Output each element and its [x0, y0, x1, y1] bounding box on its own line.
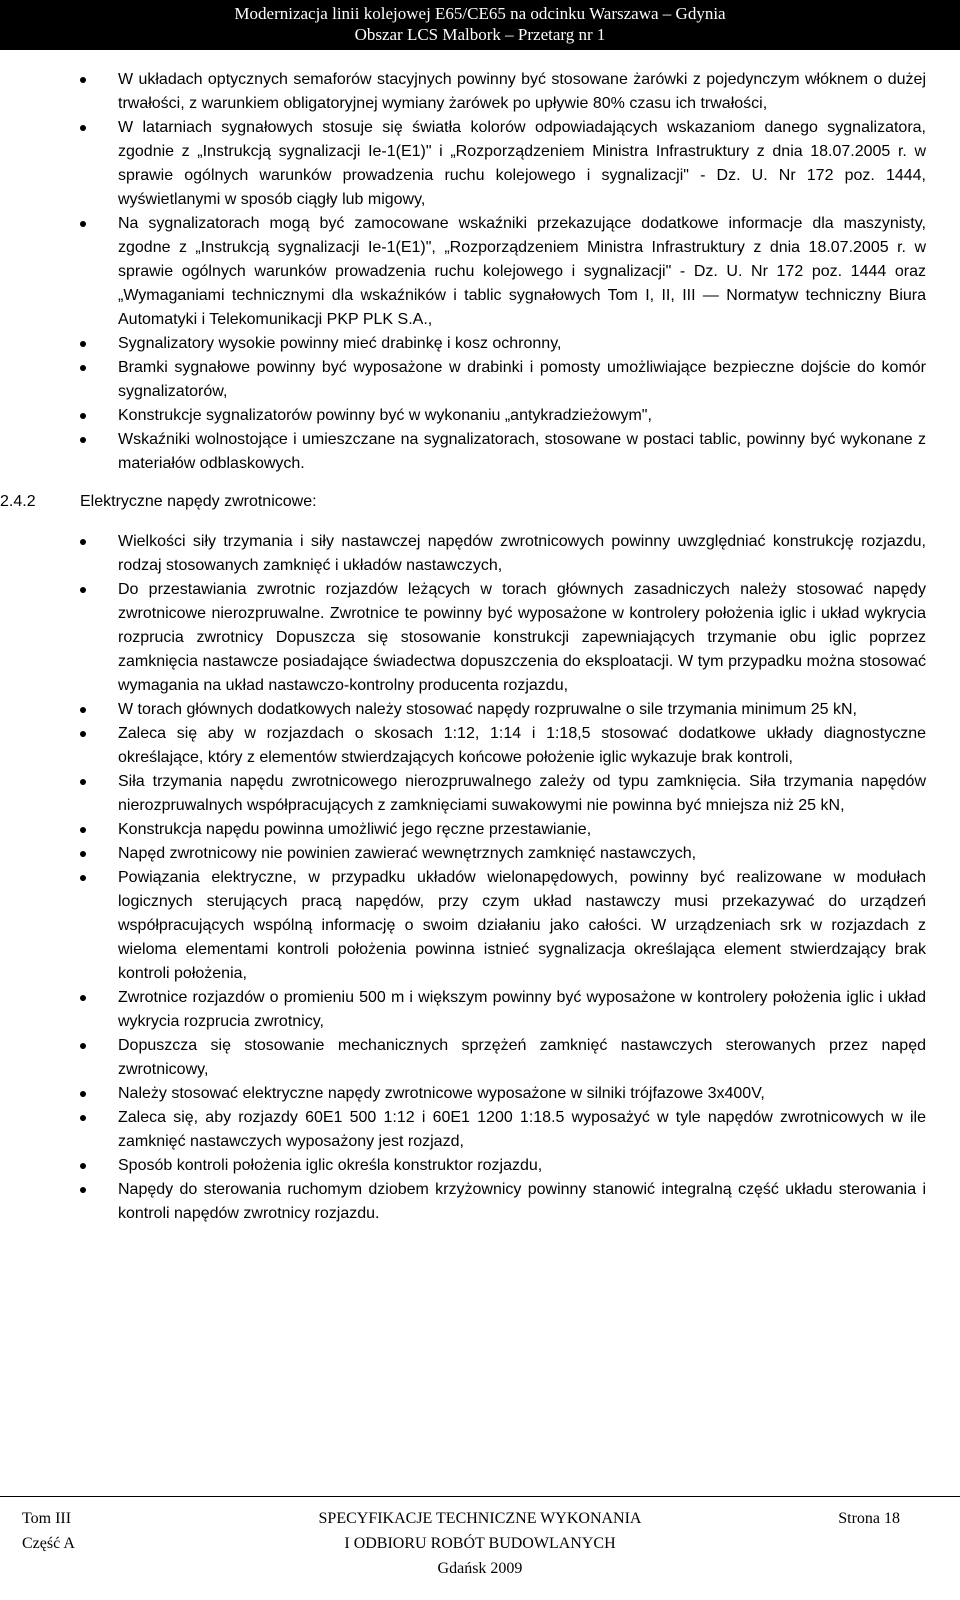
- section-title: Elektryczne napędy zwrotnicowe:: [80, 493, 317, 510]
- bullet-icon: [80, 1187, 86, 1193]
- list-item: Należy stosować elektryczne napędy zwrotnicowe wyposażone w silniki trójfazowe 3x400V,: [80, 1082, 926, 1106]
- footer-center: [0, 1506, 960, 1581]
- bullet-icon: [80, 1043, 86, 1049]
- bullet-list-switch-drives: [80, 530, 926, 1226]
- list-item: W torach głównych dodatkowych należy stosować napędy rozpruwalne o sile trzymania minimum 25 kN,: [80, 698, 926, 722]
- list-item: Sposób kontroli położenia iglic określa konstruktor rozjazdu,: [80, 1154, 926, 1178]
- bullet-icon: [80, 125, 86, 131]
- header-line-1: Modernizacja linii kolejowej E65/CE65 na odcinku Warszawa – Gdynia: [234, 4, 726, 23]
- list-item: Konstrukcja napędu powinna umożliwić jego ręczne przestawianie,: [80, 818, 926, 842]
- list-item: Do przestawiania zwrotnic rozjazdów leżących w torach głównych zasadniczych należy stosować napędy zwrotnicowe nierozpruwalne. Zwrotnice te powinny być wyposażone w kontrolery położenia iglic i układ wykrycia rozprucia zwrotnicy Dopuszcza się stosowanie konstrukcji zapewniających trzymanie obu iglic poprzez zamknięcia nastawcze posiadające świadectwa dopuszczenia do eksploatacji. W tym przypadku można stosować wymagania na układ nastawczo-kontrolny producenta rozjazdu,: [80, 578, 926, 698]
- list-item: Zaleca się aby w rozjazdach o skosach 1:12, 1:14 i 1:18,5 stosować dodatkowe układy diagnostyczne określające, który z elementów stwierdzających końcowe położenie iglic wykazuje brak kontroli,: [80, 722, 926, 770]
- footer-place-year: Gdańsk 2009: [437, 1560, 523, 1577]
- list-item: Sygnalizatory wysokie powinny mieć drabinkę i kosz ochronny,: [80, 332, 926, 356]
- section-number: 2.4.2: [0, 493, 36, 510]
- page-footer: [0, 1496, 960, 1600]
- bullet-icon: [80, 587, 86, 593]
- bullet-icon: [80, 77, 86, 83]
- footer-right: [838, 1506, 900, 1531]
- footer-part: Część A: [22, 1535, 75, 1552]
- section-heading: [0, 490, 926, 514]
- list-item: W układach optycznych semaforów stacyjnych powinny być stosowane żarówki z pojedynczym włóknem o dużej trwałości, z warunkiem obligatoryjnej wymiany żarówek po upływie 80% czasu ich trwałości,: [80, 68, 926, 116]
- footer-spec-subtitle: I ODBIORU ROBÓT BUDOWLANYCH: [344, 1535, 616, 1552]
- list-item: Dopuszcza się stosowanie mechanicznych sprzężeń zamknięć nastawczych sterowanych przez napęd zwrotnicowy,: [80, 1034, 926, 1082]
- bullet-icon: [80, 707, 86, 713]
- bullet-icon: [80, 1115, 86, 1121]
- bullet-icon: [80, 851, 86, 857]
- list-item: Na sygnalizatorach mogą być zamocowane wskaźniki przekazujące dodatkowe informacje dla maszynisty, zgodne z „Instrukcją sygnalizacji Ie-1(E1)", „Rozporządzeniem Ministra Infrastruktury z dnia 18.07.2005 r. w sprawie ogólnych warunków prowadzenia ruchu kolejowego i sygnalizacji" - Dz. U. Nr 172 poz. 1444 oraz „Wymaganiami technicznymi dla wskaźników i tablic sygnałowych Tom I, II, III — Normatyw techniczny Biura Automatyki i Telekomunikacji PKP PLK S.A.,: [80, 212, 926, 332]
- bullet-icon: [80, 827, 86, 833]
- bullet-icon: [80, 413, 86, 419]
- footer-spec-title: SPECYFIKACJE TECHNICZNE WYKONANIA: [318, 1510, 642, 1527]
- list-item: W latarniach sygnałowych stosuje się światła kolorów odpowiadających wskazaniom danego sygnalizatora, zgodnie z „Instrukcją sygnalizacji Ie-1(E1)" i „Rozporządzeniem Ministra Infrastruktury z dnia 18.07.2005 r. w sprawie ogólnych warunków prowadzenia ruchu kolejowego i sygnalizacji" - Dz. U. Nr 172 poz. 1444, wyświetlanymi w sposób ciągły lub migowy,: [80, 116, 926, 212]
- bullet-icon: [80, 1163, 86, 1169]
- list-item: Konstrukcje sygnalizatorów powinny być w wykonaniu „antykradzieżowym",: [80, 404, 926, 428]
- document-body: [0, 68, 926, 1226]
- bullet-icon: [80, 995, 86, 1001]
- page-header: [0, 0, 960, 50]
- list-item: Wskaźniki wolnostojące i umieszczane na sygnalizatorach, stosowane w postaci tablic, powinny być wykonane z materiałów odblaskowych.: [80, 428, 926, 476]
- list-item: Napęd zwrotnicowy nie powinien zawierać wewnętrznych zamknięć nastawczych,: [80, 842, 926, 866]
- bullet-icon: [80, 875, 86, 881]
- footer-divider: [0, 1496, 960, 1497]
- list-item: Powiązania elektryczne, w przypadku układów wielonapędowych, powinny być realizowane w modułach logicznych sterujących pracą napędów, przy czym układ nastawczy musi przekazywać do urządzeń współpracujących wspólną informację o swoim działaniu jako całości. W urządzeniach srk w rozjazdach z wieloma elementami kontroli położenia powinna istnieć sygnalizacja określająca element stwierdzający brak kontroli położenia,: [80, 866, 926, 986]
- footer-volume: Tom III: [22, 1510, 72, 1527]
- header-line-2: Obszar LCS Malbork – Przetarg nr 1: [354, 25, 606, 44]
- bullet-icon: [80, 365, 86, 371]
- bullet-list-signals: [80, 68, 926, 476]
- bullet-icon: [80, 779, 86, 785]
- list-item: Zwrotnice rozjazdów o promieniu 500 m i większym powinny być wyposażone w kontrolery położenia iglic i układ wykrycia rozprucia zwrotnicy,: [80, 986, 926, 1034]
- bullet-icon: [80, 539, 86, 545]
- list-item: Napędy do sterowania ruchomym dziobem krzyżownicy powinny stanowić integralną część układu sterowania i kontroli napędów zwrotnicy rozjazdu.: [80, 1178, 926, 1226]
- list-item: Bramki sygnałowe powinny być wyposażone w drabinki i pomosty umożliwiające bezpieczne dojście do komór sygnalizatorów,: [80, 356, 926, 404]
- page-number: Strona 18: [838, 1510, 900, 1527]
- bullet-icon: [80, 1091, 86, 1097]
- bullet-icon: [80, 221, 86, 227]
- list-item: Siła trzymania napędu zwrotnicowego nierozpruwalnego zależy od typu zamknięcia. Siła trzymania napędów nierozpruwalnych współpracujących z zamknięciami suwakowymi nie powinna być mniejsza niż 25 kN,: [80, 770, 926, 818]
- list-item: Wielkości siły trzymania i siły nastawczej napędów zwrotnicowych powinny uwzględniać konstrukcję rozjazdu, rodzaj stosowanych zamknięć i układów nastawczych,: [80, 530, 926, 578]
- bullet-icon: [80, 437, 86, 443]
- list-item: Zaleca się, aby rozjazdy 60E1 500 1:12 i 60E1 1200 1:18.5 wyposażyć w tyle napędów zwrotnicowych w ile zamknięć nastawczych wyposażony jest rozjazd,: [80, 1106, 926, 1154]
- bullet-icon: [80, 731, 86, 737]
- bullet-icon: [80, 341, 86, 347]
